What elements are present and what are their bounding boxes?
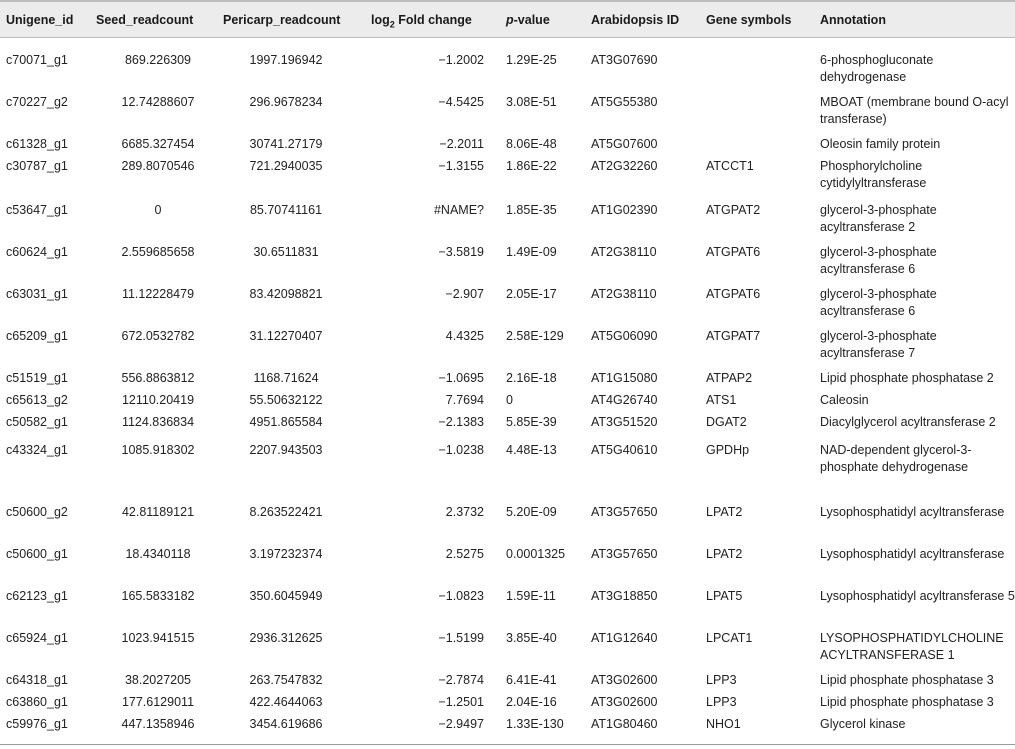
fold-change-cell: −2.907	[445, 287, 484, 301]
arabidopsis-id-cell: AT3G57650	[591, 547, 658, 561]
arabidopsis-id-cell: AT2G38110	[591, 245, 657, 259]
gene-symbol-cell: LPAT2	[706, 547, 743, 561]
arabidopsis-id-cell: AT5G55380	[591, 95, 658, 109]
annotation-cell: 6-phosphogluconate dehydrogenase	[820, 53, 934, 84]
gene-symbol-cell: NHO1	[706, 717, 741, 731]
unigene-id-cell: c50600_g1	[6, 547, 68, 561]
arabidopsis-id-cell: AT5G07600	[591, 137, 658, 151]
seed-readcount-cell: 38.2027205	[124, 673, 192, 687]
annotation-cell: Lysophosphatidyl acyltransferase	[820, 547, 1005, 561]
fold-change-cell: #NAME?	[433, 203, 484, 217]
fold-change-cell: −2.7874	[438, 673, 484, 687]
unigene-id-cell: c61328_g1	[6, 137, 68, 151]
gene-symbol-cell: LPAT2	[706, 505, 743, 519]
arabidopsis-id-cell: AT3G02600	[591, 695, 658, 709]
header-unigene-id: Unigene_id	[6, 13, 74, 27]
pericarp-readcount-cell: 2207.943503	[249, 443, 323, 457]
arabidopsis-id-cell: AT1G15080	[591, 371, 658, 385]
annotation-cell: LYSOPHOSPHATIDYLCHOLINE ACYLTRANSFERASE 1	[820, 631, 1004, 662]
unigene-id-cell: c63860_g1	[6, 695, 68, 709]
unigene-id-cell: c62123_g1	[6, 589, 68, 603]
p-value-cell: 1.33E-130	[506, 717, 564, 731]
gene-symbol-cell: ATPAP2	[706, 371, 753, 385]
annotation-cell: Lipid phosphate phosphatase 3	[820, 673, 994, 687]
pericarp-readcount-cell: 1997.196942	[249, 53, 323, 67]
p-value-cell: 0	[506, 393, 513, 407]
fold-change-cell: −2.1383	[438, 415, 484, 429]
arabidopsis-id-cell: AT5G06090	[591, 329, 658, 343]
fold-change-cell: −4.5425	[438, 95, 484, 109]
annotation-cell: Oleosin family protein	[820, 137, 941, 151]
gene-symbol-cell: LPP3	[706, 695, 737, 709]
annotation-cell: Diacylglycerol acyltransferase 2	[820, 415, 996, 429]
arabidopsis-id-cell: AT2G32260	[591, 159, 658, 173]
seed-readcount-cell: 1085.918302	[121, 443, 195, 457]
p-value-cell: 8.06E-48	[506, 137, 557, 151]
annotation-cell: Glycerol kinase	[820, 717, 906, 731]
unigene-id-cell: c51519_g1	[6, 371, 68, 385]
gene-symbol-cell: ATS1	[706, 393, 737, 407]
p-value-cell: 1.29E-25	[506, 53, 557, 67]
pericarp-readcount-cell: 83.42098821	[249, 287, 323, 301]
annotation-cell: glycerol-3-phosphate acyltransferase 6	[820, 287, 937, 318]
gene-symbol-cell: ATGPAT7	[706, 329, 761, 343]
seed-readcount-cell: 672.0532782	[121, 329, 195, 343]
annotation-cell: Lysophosphatidyl acyltransferase 5	[820, 589, 1015, 603]
annotation-cell: Phosphorylcholine cytidylyltransferase	[820, 159, 927, 190]
unigene-id-cell: c53647_g1	[6, 203, 68, 217]
annotation-cell: Caleosin	[820, 393, 869, 407]
header-arabidopsis-id: Arabidopsis ID	[591, 13, 680, 27]
annotation-cell: Lipid phosphate phosphatase 2	[820, 371, 994, 385]
unigene-id-cell: c43324_g1	[6, 443, 68, 457]
annotation-cell: NAD-dependent glycerol-3-phosphate dehydrogenase	[820, 443, 972, 474]
fold-change-cell: −1.0695	[438, 371, 484, 385]
seed-readcount-cell: 12.74288607	[121, 95, 195, 109]
seed-readcount-cell: 2.559685658	[121, 245, 195, 259]
arabidopsis-id-cell: AT4G26740	[591, 393, 658, 407]
header-gene-symbols: Gene symbols	[706, 13, 792, 27]
gene-symbol-cell: LPP3	[706, 673, 737, 687]
header-log2-fold-change: $\log_2$ Fold change	[371, 13, 472, 30]
p-value-cell: 4.48E-13	[506, 443, 557, 457]
fold-change-cell: 7.7694	[445, 393, 484, 407]
fold-change-cell: −1.0823	[438, 589, 484, 603]
pericarp-readcount-cell: 2936.312625	[249, 631, 323, 645]
arabidopsis-id-cell: AT3G07690	[591, 53, 658, 67]
seed-readcount-cell: 18.4340118	[125, 547, 191, 561]
pericarp-readcount-cell: 8.263522421	[249, 505, 323, 519]
pericarp-readcount-cell: 3.197232374	[249, 547, 323, 561]
arabidopsis-id-cell: AT3G02600	[591, 673, 658, 687]
seed-readcount-cell: 12110.20419	[121, 393, 195, 407]
seed-readcount-cell: 447.1358946	[121, 717, 195, 731]
pericarp-readcount-cell: 1168.71624	[253, 371, 319, 385]
unigene-id-cell: c63031_g1	[6, 287, 68, 301]
unigene-id-cell: c65924_g1	[6, 631, 68, 645]
seed-readcount-cell: 1023.941515	[121, 631, 195, 645]
pericarp-readcount-cell: 85.70741161	[249, 203, 323, 217]
gene-symbol-cell: ATGPAT2	[706, 203, 761, 217]
pericarp-readcount-cell: 31.12270407	[249, 329, 323, 343]
fold-change-cell: −1.2501	[438, 695, 484, 709]
pericarp-readcount-cell: 30741.27179	[249, 137, 323, 151]
gene-symbol-cell: GPDHp	[706, 443, 750, 457]
p-value-cell: 5.20E-09	[506, 505, 557, 519]
annotation-cell: glycerol-3-phosphate acyltransferase 6	[820, 245, 937, 276]
unigene-id-cell: c70071_g1	[6, 53, 68, 67]
header-annotation: Annotation	[820, 13, 886, 27]
seed-readcount-cell: 1124.836834	[121, 415, 195, 429]
p-value-cell: 6.41E-41	[506, 673, 557, 687]
seed-readcount-cell: 11.12228479	[121, 287, 195, 301]
fold-change-cell: −3.5819	[438, 245, 484, 259]
unigene-id-cell: c64318_g1	[6, 673, 68, 687]
pericarp-readcount-cell: 350.6045949	[249, 589, 323, 603]
unigene-id-cell: c59976_g1	[6, 717, 68, 731]
gene-symbol-cell: ATCCT1	[706, 159, 754, 173]
seed-readcount-cell: 869.226309	[124, 53, 192, 67]
gene-symbol-cell: ATGPAT6	[706, 245, 761, 259]
fold-change-cell: −1.5199	[438, 631, 484, 645]
p-value-cell: 5.85E-39	[506, 415, 557, 429]
gene-symbol-cell: LPAT5	[706, 589, 743, 603]
pericarp-readcount-cell: 263.7547832	[249, 673, 323, 687]
seed-readcount-cell: 6685.327454	[121, 137, 195, 151]
fold-change-cell: 2.5275	[445, 547, 484, 561]
annotation-cell: Lysophosphatidyl acyltransferase	[820, 505, 1005, 519]
table-bottom-rule	[0, 744, 1015, 745]
fold-change-cell: −1.3155	[438, 159, 484, 173]
header-p-value: p-value	[506, 13, 550, 27]
p-value-cell: 2.04E-16	[506, 695, 557, 709]
unigene-id-cell: c60624_g1	[6, 245, 68, 259]
gene-symbol-cell: DGAT2	[706, 415, 747, 429]
arabidopsis-id-cell: AT2G38110	[591, 287, 657, 301]
unigene-id-cell: c50600_g2	[6, 505, 68, 519]
arabidopsis-id-cell: AT3G51520	[591, 415, 658, 429]
arabidopsis-id-cell: AT3G57650	[591, 505, 658, 519]
annotation-cell: glycerol-3-phosphate acyltransferase 7	[820, 329, 937, 360]
pericarp-readcount-cell: 422.4644063	[249, 695, 323, 709]
arabidopsis-id-cell: AT1G80460	[591, 717, 658, 731]
header-seed-readcount: Seed_readcount	[96, 13, 194, 27]
p-value-cell: 1.49E-09	[506, 245, 557, 259]
arabidopsis-id-cell: AT5G40610	[591, 443, 658, 457]
fold-change-cell: −2.2011	[439, 137, 484, 151]
annotation-cell: glycerol-3-phosphate acyltransferase 2	[820, 203, 937, 234]
fold-change-cell: −1.2002	[438, 53, 484, 67]
seed-readcount-cell: 177.6129011	[121, 695, 195, 709]
fold-change-cell: 4.4325	[445, 329, 484, 343]
p-value-cell: 3.85E-40	[506, 631, 557, 645]
p-value-cell: 2.58E-129	[506, 329, 564, 343]
seed-readcount-cell: 556.8863812	[121, 371, 195, 385]
pericarp-readcount-cell: 296.9678234	[249, 95, 323, 109]
gene-symbol-cell: ATGPAT6	[706, 287, 761, 301]
p-value-cell: 1.59E-11	[506, 589, 556, 603]
arabidopsis-id-cell: AT1G02390	[591, 203, 658, 217]
pericarp-readcount-cell: 30.6511831	[253, 245, 319, 259]
seed-readcount-cell: 165.5833182	[121, 589, 195, 603]
p-value-cell: 1.86E-22	[506, 159, 557, 173]
fold-change-cell: −1.0238	[438, 443, 484, 457]
p-value-cell: 1.85E-35	[506, 203, 557, 217]
annotation-cell: MBOAT (membrane bound O-acyl transferase)	[820, 95, 1009, 126]
seed-readcount-cell: 0	[154, 203, 162, 217]
unigene-id-cell: c65209_g1	[6, 329, 68, 343]
unigene-id-cell: c50582_g1	[6, 415, 68, 429]
p-value-cell: 0.0001325	[506, 547, 566, 561]
p-value-cell: 3.08E-51	[506, 95, 557, 109]
p-value-cell: 2.16E-18	[506, 371, 557, 385]
fold-change-cell: −2.9497	[438, 717, 484, 731]
p-value-cell: 2.05E-17	[506, 287, 557, 301]
seed-readcount-cell: 289.8070546	[121, 159, 195, 173]
gene-symbol-cell: LPCAT1	[706, 631, 753, 645]
pericarp-readcount-cell: 721.2940035	[249, 159, 323, 173]
pericarp-readcount-cell: 4951.865584	[249, 415, 323, 429]
unigene-id-cell: c65613_g2	[6, 393, 68, 407]
unigene-id-cell: c70227_g2	[6, 95, 68, 109]
pericarp-readcount-cell: 3454.619686	[249, 717, 323, 731]
arabidopsis-id-cell: AT3G18850	[591, 589, 658, 603]
pericarp-readcount-cell: 55.50632122	[249, 393, 323, 407]
unigene-id-cell: c30787_g1	[6, 159, 68, 173]
seed-readcount-cell: 42.81189121	[121, 505, 195, 519]
arabidopsis-id-cell: AT1G12640	[591, 631, 658, 645]
header-pericarp-readcount: Pericarp_readcount	[223, 13, 341, 27]
annotation-cell: Lipid phosphate phosphatase 3	[820, 695, 994, 709]
fold-change-cell: 2.3732	[445, 505, 484, 519]
